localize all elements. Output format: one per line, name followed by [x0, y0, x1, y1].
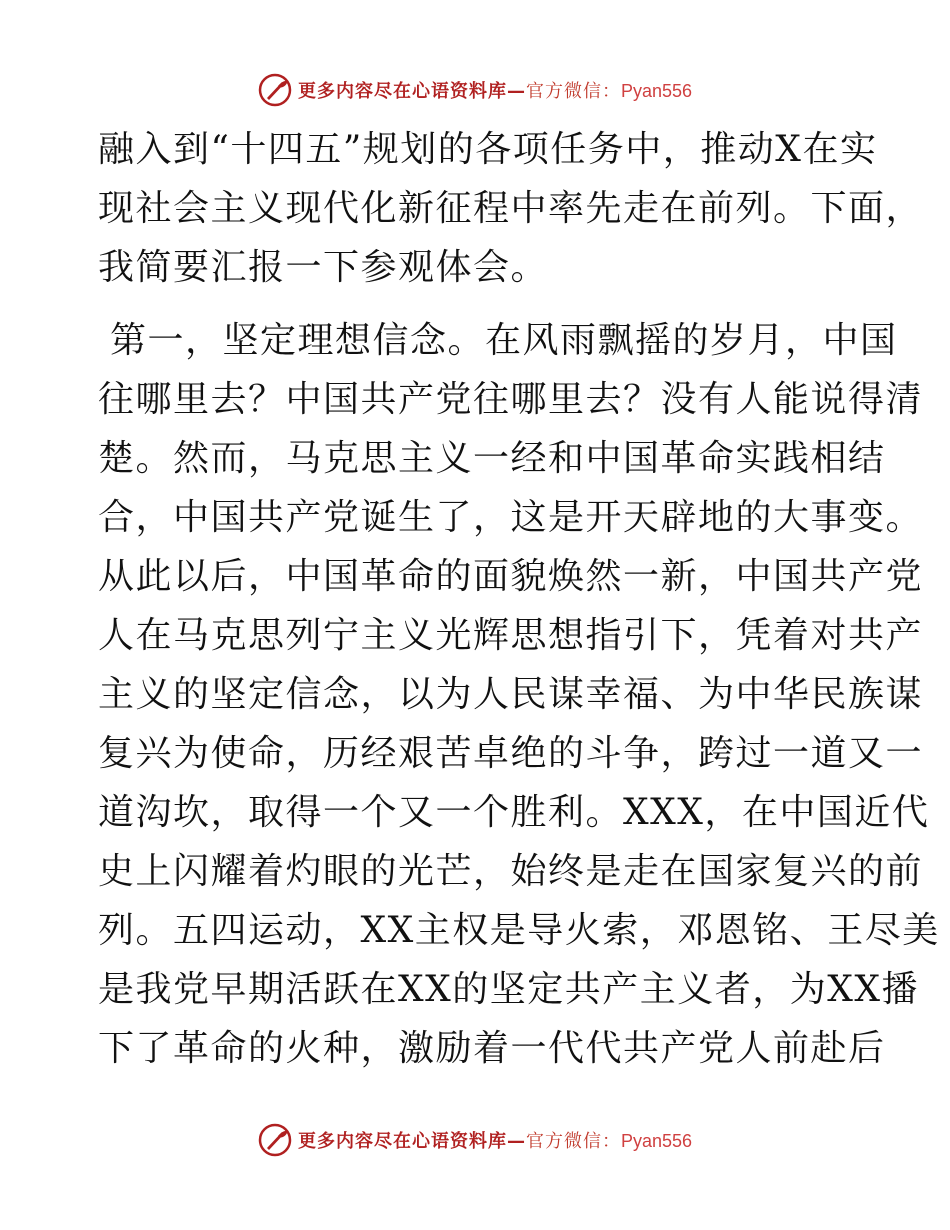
text-line: 史上闪耀着灼眼的光芒，始终是走在国家复兴的前	[98, 851, 924, 892]
watermark-account: Pyan556	[620, 81, 693, 101]
text-line: 第一，坚定理想信念。在风雨飘摇的岁月，中国	[110, 320, 898, 361]
quill-logo-icon	[258, 1123, 292, 1157]
watermark-account: Pyan556	[620, 1131, 693, 1151]
watermark-brand: 更多内容尽在心语资料库	[297, 1131, 507, 1152]
text-line: 融入到“十四五”规划的各项任务中，推动X在实	[98, 129, 878, 170]
text-line: 现社会主义现代化新征程中率先走在前列。下面，	[98, 188, 924, 229]
footer-watermark	[0, 1120, 950, 1160]
text-line: 楚。然而，马克思主义一经和中国革命实践相结	[98, 438, 886, 479]
watermark-dash: —	[506, 1131, 526, 1152]
watermark-text	[298, 77, 692, 103]
text-line: 我简要汇报一下参观体会。	[98, 247, 549, 288]
document-body	[98, 120, 940, 1078]
header-watermark	[0, 70, 950, 110]
text-line: 从此以后，中国革命的面貌焕然一新，中国共产党	[98, 556, 924, 597]
watermark-brand: 更多内容尽在心语资料库	[297, 81, 507, 102]
quill-logo-icon	[258, 73, 292, 107]
text-line: 合，中国共产党诞生了，这是开天辟地的大事变。	[98, 497, 924, 538]
text-line: 是我党早期活跃在XX的坚定共产主义者，为XX播	[98, 969, 920, 1010]
watermark-wechat-label: 官方微信：	[525, 1131, 621, 1152]
text-line: 人在马克思列宁主义光辉思想指引下，凭着对共产	[98, 615, 924, 656]
watermark-text	[298, 1127, 692, 1153]
watermark-dash: —	[506, 81, 526, 102]
watermark-wechat-label: 官方微信：	[525, 81, 621, 102]
text-line: 列。五四运动，XX主权是导火索，邓恩铭、王尽美	[98, 910, 940, 951]
text-line: 下了革命的火种，激励着一代代共产党人前赴后	[98, 1028, 886, 1069]
text-line: 道沟坎，取得一个又一个胜利。XXX，在中国近代	[98, 792, 930, 833]
text-line: 复兴为使命，历经艰苦卓绝的斗争，跨过一道又一	[98, 733, 924, 774]
text-line: 往哪里去？中国共产党往哪里去？没有人能说得清	[98, 379, 924, 420]
text-line: 主义的坚定信念，以为人民谋幸福、为中华民族谋	[98, 674, 924, 715]
